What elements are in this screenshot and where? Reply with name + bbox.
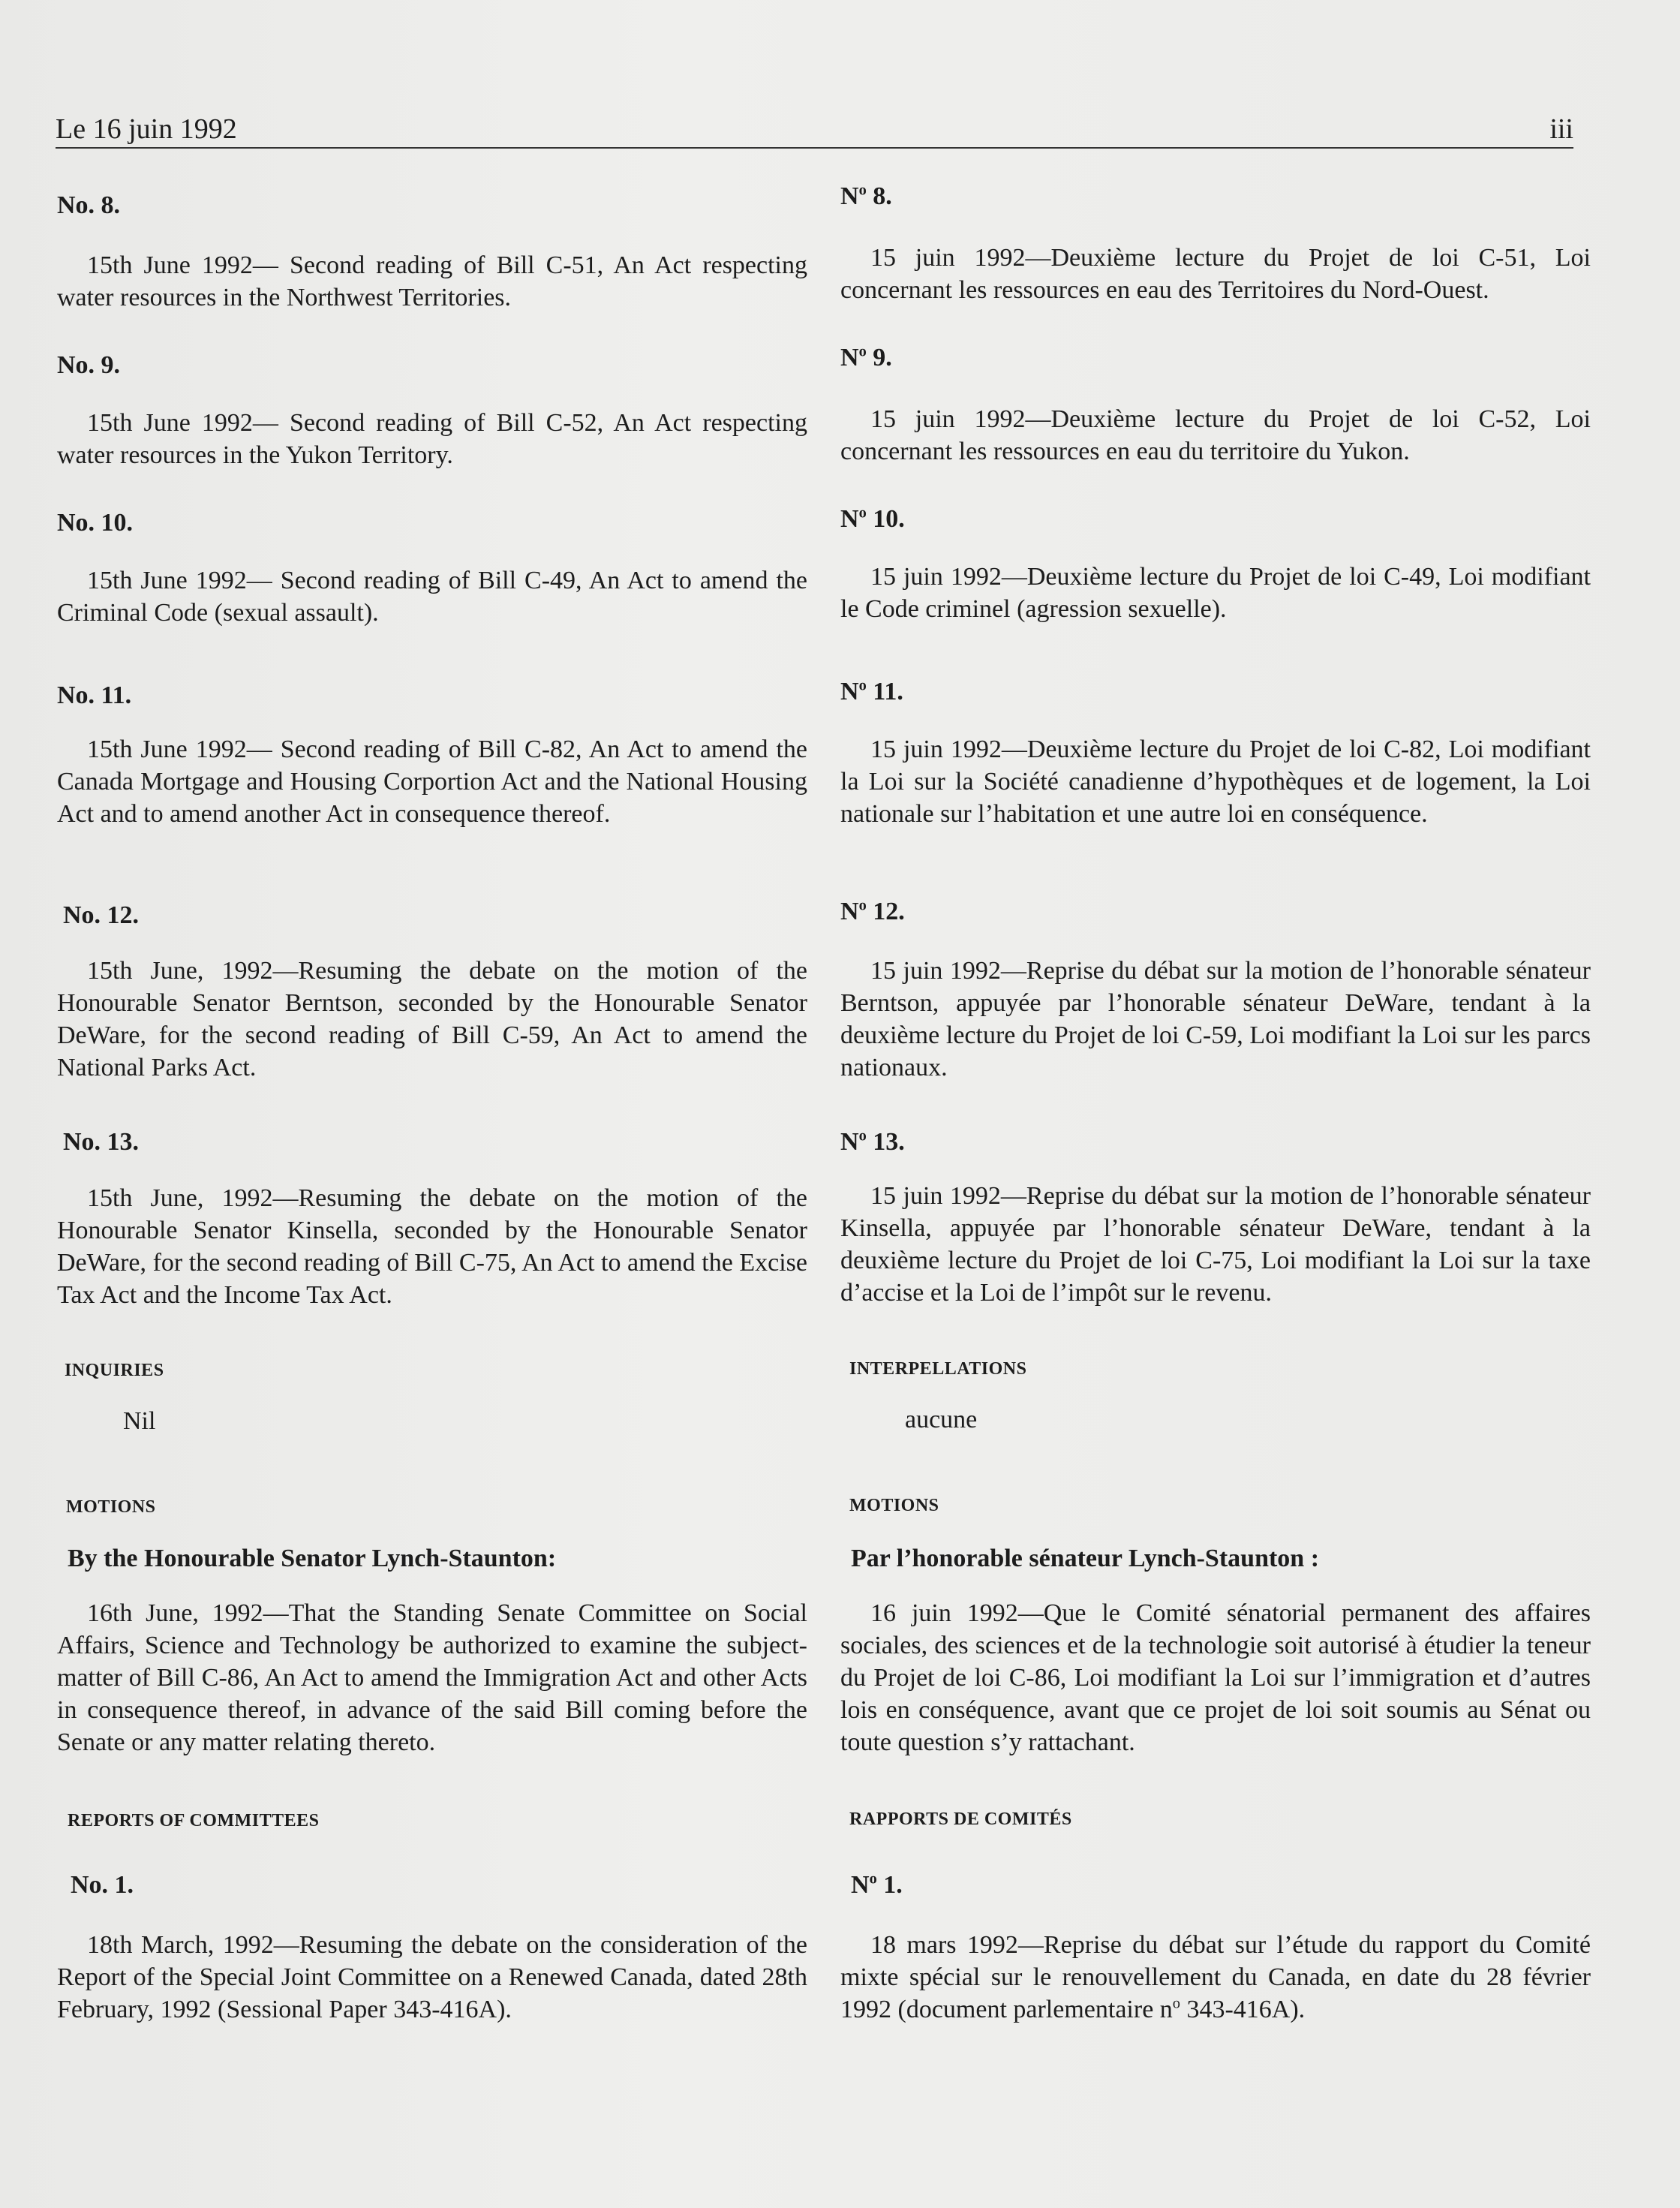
item-number: No. 9. — [57, 351, 121, 379]
motion-text: 16 juin 1992—Que le Comité sénatorial permanent des affaires sociales, des sciences et de la technologie soit autorisé à étudier la teneur du Projet de loi C-86, Loi modifiant la Loi sur l’immigration et d’autres lois en conséquence, avant que ce projet de loi soit soumis au Sénat ou toute question s’y rattachant. — [840, 1599, 1591, 1756]
item-number: No. 12. — [63, 901, 140, 929]
motions-heading: MOTIONS — [66, 1497, 156, 1517]
item-text: 15th June, 1992—Resuming the debate on the motion of the Honourable Senator Berntson, seconded by the Honourable Senator DeWare, for the second reading of Bill C-59, An Act to amend the National Parks Act. — [57, 957, 807, 1081]
item-text: 15 juin 1992—Deuxième lecture du Projet de loi C-52, Loi concernant les ressources en eau du territoire du Yukon. — [840, 405, 1591, 465]
item-number: $N^o$ 13. — [840, 1127, 905, 1156]
motions-by: Par l’honorable sénateur Lynch-Staunton : — [851, 1545, 1320, 1572]
report-number: No. 1. — [71, 1871, 134, 1899]
item-number: $N^o$ 10. — [840, 504, 905, 533]
item-text: 15th June 1992— Second reading of Bill C-52, An Act respecting water resources in the Yukon Territory. — [57, 409, 807, 469]
item-number: $N^o$ 11. — [840, 677, 903, 705]
item-number: No. 10. — [57, 509, 134, 537]
motions-heading: MOTIONS — [849, 1496, 939, 1515]
item-number: No. 13. — [63, 1128, 140, 1156]
inquiries-text: aucune — [905, 1406, 978, 1433]
item-text: 15th June 1992— Second reading of Bill C-51, An Act respecting water resources in the Northwest Territories. — [57, 251, 807, 311]
motion-text: 16th June, 1992—That the Standing Senate Committee on Social Affairs, Science and Technology be authorized to examine the subject-matter of Bill C-86, An Act to amend the Immigration Act and other Acts in consequence thereof, in advance of the said Bill coming before the Senate or any matter relating thereto. — [57, 1599, 807, 1756]
report-text: 18th March, 1992—Resuming the debate on the consideration of the Report of the Special Joint Committee on a Renewed Canada, dated 28th February, 1992 (Sessional Paper 343-416A). — [57, 1931, 807, 2023]
inquiries-text: Nil — [123, 1407, 156, 1435]
item-number: No. 8. — [57, 191, 121, 219]
page-number: iii — [1549, 113, 1573, 145]
item-text: 15 juin 1992—Deuxième lecture du Projet de loi C-82, Loi modifiant la Loi sur la Société canadienne d’hypothèques et de logement, la Loi nationale sur l’habitation et une autre loi en conséquence. — [840, 735, 1591, 828]
page-header — [56, 113, 1573, 149]
motions-by: By the Honourable Senator Lynch-Staunton: — [68, 1545, 557, 1572]
item-text: 15 juin 1992—Reprise du débat sur la motion de l’honorable sénateur Kinsella, appuyée par l’honorable sénateur DeWare, tendant à la deuxième lecture du Projet de loi C-75, Loi modifiant la Loi sur la taxe d’accise et la Loi de l’impôt sur le revenu. — [840, 1182, 1591, 1307]
reports-heading: REPORTS OF COMMITTEES — [68, 1811, 320, 1830]
item-text: 15th June 1992— Second reading of Bill C-49, An Act to amend the Criminal Code (sexual assault). — [57, 567, 807, 627]
item-number: $N^o$ 8. — [840, 182, 892, 210]
item-text: 15th June, 1992—Resuming the debate on the motion of the Honourable Senator Kinsella, seconded by the Honourable Senator DeWare, for the second reading of Bill C-75, An Act to amend the Excise Tax Act and the Income Tax Act. — [57, 1184, 807, 1309]
report-text: 18 mars 1992—Reprise du débat sur l’étude du rapport du Comité mixte spécial sur le renouvellement du Canada, en date du 28 février 1992 (document parlementaire $n^o$ 343-416A). — [840, 1931, 1591, 2023]
item-number: $N^o$ 9. — [840, 343, 892, 372]
report-number: $N^o$ 1. — [851, 1870, 903, 1899]
inquiries-heading: INQUIRIES — [65, 1361, 164, 1380]
header-date: Le 16 juin 1992 — [56, 113, 237, 145]
reports-heading: RAPPORTS DE COMITÉS — [849, 1809, 1072, 1829]
item-text: 15 juin 1992—Reprise du débat sur la motion de l’honorable sénateur Berntson, appuyée par l’honorable sénateur DeWare, tendant à la deuxième lecture du Projet de loi C-59, Loi modifiant la Loi sur les parcs nationaux. — [840, 957, 1591, 1081]
item-text: 15 juin 1992—Deuxième lecture du Projet de loi C-49, Loi modifiant le Code criminel (agression sexuelle). — [840, 563, 1591, 623]
item-text: 15 juin 1992—Deuxième lecture du Projet de loi C-51, Loi concernant les ressources en eau des Territoires du Nord-Ouest. — [840, 244, 1591, 304]
inquiries-heading: INTERPELLATIONS — [849, 1359, 1027, 1379]
item-number: No. 11. — [57, 681, 132, 709]
item-text: 15th June 1992— Second reading of Bill C-82, An Act to amend the Canada Mortgage and Housing Corportion Act and the National Housing Act and to amend another Act in consequence thereof. — [57, 735, 807, 828]
item-number: $N^o$ 12. — [840, 897, 905, 925]
